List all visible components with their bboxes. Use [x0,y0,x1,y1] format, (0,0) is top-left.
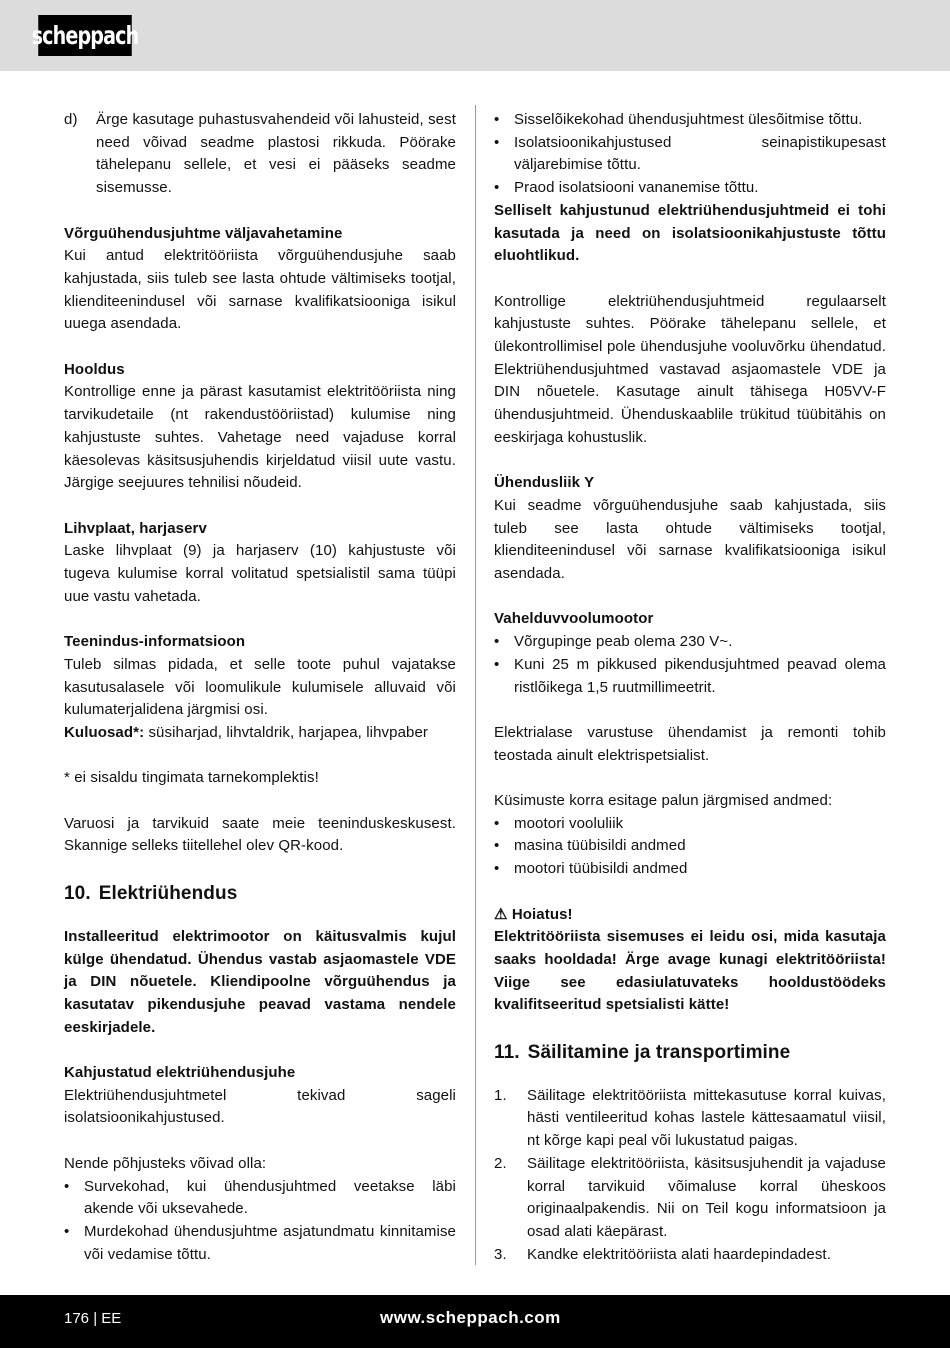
bullet-icon: • [494,837,500,855]
paragraph: Laske lihvplaat (9) ja harjaserv (10) kahjustuste või tugeva kulumise korral volitatud spetsialistil sama tüüpi uue vastu vahetada. [64,542,456,605]
subheading: Kahjustatud elektriühendusjuhe [64,1064,296,1081]
parts-line [64,722,456,745]
list-item [64,1176,456,1221]
list-intro: Vahelduvvoolumootor [494,610,654,628]
list-item [494,177,886,200]
bullet-icon: • [494,111,500,128]
subheading: Võrguühendusjuhtme väljavahetamine [64,224,343,242]
list-item [64,109,456,200]
text-block [494,472,886,586]
warning-heading: ⚠ Hoiatus! [494,905,573,923]
section-heading [494,1040,886,1066]
list-intro: Nende põhjusteks võivad olla: [64,1154,267,1172]
text-block [64,926,456,1040]
parts-label: Kuluosad*: [64,723,145,741]
list-item [494,132,886,177]
section-number: 11. [494,1041,520,1063]
section-heading [64,881,456,907]
paragraph: * ei sisaldu tingimata tarnekomplektis! [64,769,319,787]
list-marker: d) [64,111,78,128]
section-title: Elektriühendus [98,882,238,904]
list-text: Kuni 25 m pikkused pikendusjuhtmed peavad olema ristlõikega 1,5 ruutmillimeetrit. [514,655,886,696]
text-block [64,631,456,745]
text-block [494,1085,886,1267]
column-divider [475,105,476,1265]
left-column [64,109,456,1289]
bold-paragraph: Elektritööriista sisemuses ei leidu osi, mida kasutaja saaks hooldada! Ärge avage kunagi elektritööriista! Viige see edasiulatuvateks hooldustöödeks kvalifitseeritud spetsialisti kätte! [494,928,886,1014]
paragraph: Kontrollige enne ja pärast kasutamist elektritööriista ning tarvikudetaile (nt rakendustööriistad) kulumise ning kahjustuste suhtes. Vahetage need vajaduse korral käesolevas käsitsusjuhendis kirjeldatud viisil uute vastu. Järgige seejuures tehnilisi nõudeid. [64,383,456,492]
subheading: Teenindus-informatsioon [64,633,246,651]
text-block [64,109,456,200]
bullet-icon: • [494,133,500,151]
section-title: Säilitamine ja transportimine [527,1041,791,1063]
bullet-icon: • [64,1177,70,1195]
list-text: Võrgupinge peab olema 230 V~. [514,633,733,651]
subheading: Hooldus [64,360,125,378]
list-item [494,813,886,836]
paragraph: Varuosi ja tarvikuid saate meie teeninduskeskusest. Skannige selleks tiitellehel olev QR-kood. [64,814,456,855]
text-block [494,722,886,767]
bullet-icon: • [64,1222,70,1240]
text-block [64,223,456,337]
list-item [494,1244,886,1267]
list-item [494,109,886,132]
paragraph: Kui antud elektritööriista võrguühendusjuhe saab kahjustada, siis tuleb see lasta ohtude vältimiseks tootjal, klienditeenindusel või sarnase kvalifikatsiooniga isikul uuega asendada. [64,247,456,333]
list-item [494,858,886,881]
list-text: mootori tüübisildi andmed [514,860,688,878]
list-intro: Küsimuste korra esitage palun järgmised andmed: [494,792,833,810]
website-link[interactable]: www.scheppach.com [380,1308,561,1327]
bullet-icon: • [494,814,500,832]
paragraph: Kontrollige elektriühendusjuhtmeid regulaarselt kahjustuste suhtes. Pöörake tähelepanu sellele, et ülekontrollimisel pole ühendusjuhe vooluvõrku ühendatud. Elektriühendusjuhtmed vastavad asjaomastele VDE ja DIN nõuetele. Kasutage ainult tähisega H05VV-F ühendusjuhtmeid. Ühenduskaablile trükitud tüübitähis on eeskirjaga kohustuslik. [494,292,886,446]
list-number: 2. [494,1154,507,1172]
subheading: Lihvplaat, harjaserv [64,519,207,537]
page-number: 176 | EE [64,1310,122,1327]
list-text: mootori vooluliik [514,814,624,832]
bullet-icon: • [494,655,500,673]
paragraph: Kui seadme võrguühendusjuhe saab kahjustada, siis tuleb see lasta ohtude vältimiseks tootjal, klienditeenindusel või sarnase kvalifikatsiooniga isikul asendada. [494,496,886,583]
list-item [494,835,886,858]
list-item [494,1153,886,1244]
text-block [494,790,886,881]
paragraph: Elektriühendusjuhtmetel tekivad sageli isolatsioonikahjustused. [64,1086,456,1127]
paragraph: Tuleb silmas pidada, et selle toote puhul vajatakse kasutusalasele või loomulikule kulumisele alluvaid või kulumaterjalidena järgmisi osi. [64,655,456,719]
list-text: Sisselõikekohad ühendusjuhtmest ülesõitmise tõttu. [514,111,863,128]
list-text: Isolatsioonikahjustused seinapistikupesast väljarebimise tõttu. [514,133,886,174]
bold-paragraph: Installeeritud elektrimootor on käitusvalmis kujul külge ühendatud. Ühendus vastab asjaomastele VDE ja DIN nõuetele. Kliendipoolne võrguühendus ja kasutatav pikendusjuhe peavad vastama nendele eeskirjadele. [64,927,456,1036]
list-text: Praod isolatsiooni vananemise tõttu. [514,179,759,197]
text-block [64,359,456,495]
list-text: Murdekohad ühendusjuhtme asjatundmatu kinnitamise või vedamise tõttu. [84,1222,456,1263]
text-block [494,109,886,200]
bullet-icon: • [494,633,500,651]
text-block [494,904,886,1018]
list-text: masina tüübisildi andmed [514,837,686,855]
list-text: Säilitage elektritööriista mittekasutuse korral kuivas, hästi ventileeritud kohas lastele kättesaamatul viisil, nt kõrge kapi peal või lukustatud paigas. [527,1086,886,1150]
list-item [494,654,886,699]
scheppach-logo: scheppach [38,15,132,56]
text-block [494,608,886,699]
text-block [64,1153,456,1267]
section-number: 10. [64,882,91,904]
text-block [494,200,886,268]
list-item [494,631,886,654]
parts-text: süsiharjad, lihvtaldrik, harjapea, lihvpaber [144,723,428,741]
text-block [64,767,456,790]
right-column [494,109,886,1289]
page-header [0,0,950,71]
text-block [64,518,456,609]
text-block [494,291,886,450]
list-number: 3. [494,1245,507,1263]
list-text: Ärge kasutage puhastusvahendeid või lahusteid, sest need võivad seadme plastosi rikkuda. Pöörake tähelepanu sellele, et vesi ei pääseks seadme sisemusse. [96,111,456,197]
bold-paragraph: Selliselt kahjustunud elektriühendusjuhtmeid ei tohi kasutada ja need on isolatsioonikahjustuste tõttu eluohtlikud. [494,201,886,265]
list-text: Kandke elektritööriista alati haardepindadest. [527,1245,831,1263]
bullet-icon: • [494,860,500,878]
list-text: Säilitage elektritööriista, käsitsusjuhendit ja vajaduse korral tarvikuid võimaluse korral üheskoos originaalpakendis. Nii on Teil kogu informatsioon ja osad alati käepärast. [527,1154,886,1240]
list-text: Survekohad, kui ühendusjuhtmed veetakse läbi akende või uksevahede. [84,1177,456,1218]
list-number: 1. [494,1086,507,1104]
text-block [64,813,456,858]
subheading: Ühendusliik Y [494,474,595,492]
page-footer [0,1295,950,1348]
list-item [494,1085,886,1153]
bullet-icon: • [494,179,500,197]
paragraph: Elektrialase varustuse ühendamist ja remonti tohib teostada ainult elektrispetsialist. [494,723,886,764]
list-item [64,1221,456,1266]
text-block [64,1062,456,1130]
